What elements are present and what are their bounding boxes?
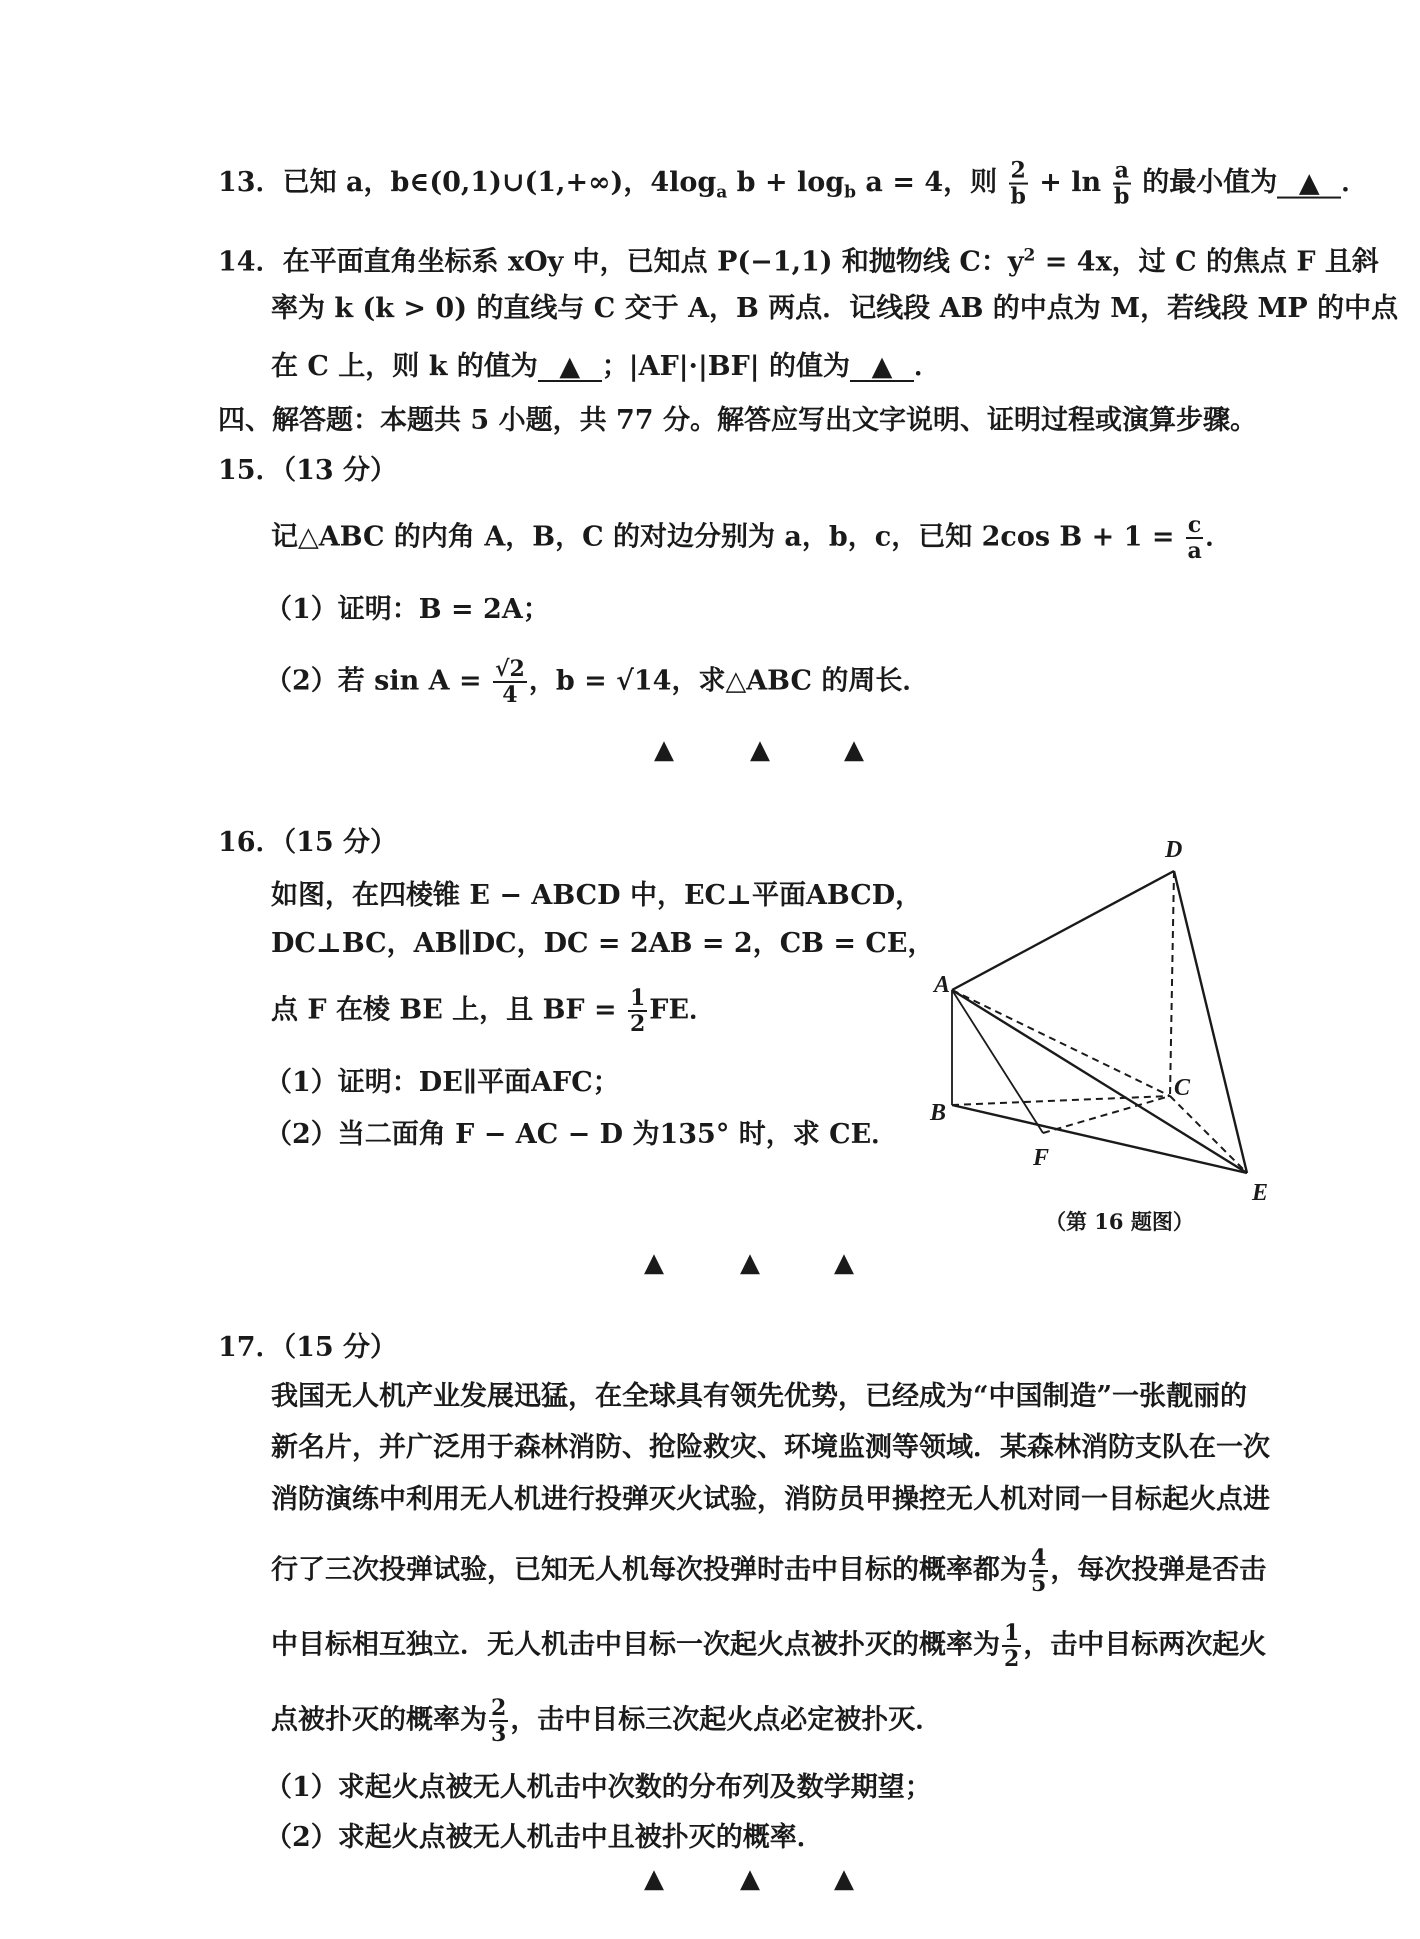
fraction	[1009, 159, 1028, 209]
text-segment: 行了三次投弹试验，已知无人机每次投弹时击中目标的概率都为	[271, 1554, 1027, 1586]
triangle-icon: ▲	[740, 1248, 760, 1278]
text-segment: ．	[914, 351, 941, 382]
text-segment: a = 4，则	[856, 167, 1007, 199]
numerator: 4	[1031, 1545, 1047, 1571]
text-segment: 点 F 在棱 BE 上，且 BF =	[271, 994, 626, 1026]
fraction	[489, 1696, 508, 1746]
answer-blank: ▲	[538, 354, 602, 382]
numerator: √2	[495, 656, 525, 682]
text-segment: （2）若 sin A =	[265, 665, 492, 697]
text-segment: ，击中目标两次起火	[1023, 1629, 1267, 1661]
numerator: 2	[1010, 157, 1026, 184]
text-segment: 14．在平面直角坐标系 xOy 中，已知点 P(−1,1) 和抛物线 C：y	[218, 246, 1024, 278]
denominator: a	[1187, 538, 1202, 564]
triangle-icon: ▲	[834, 1248, 854, 1278]
text-line	[271, 350, 941, 384]
subscript: b	[844, 182, 857, 203]
text-segment: 消防演练中利用无人机进行投弹灭火试验，消防员甲操控无人机对同一目标起火点进	[271, 1484, 1270, 1515]
answer-blank: ▲	[850, 354, 914, 382]
denominator: b	[1114, 183, 1130, 210]
text-line	[218, 1331, 397, 1365]
text-segment: ，b = √14，求△ABC 的周长．	[528, 665, 930, 697]
text-segment: 如图，在四棱锥 E − ABCD 中，EC⊥平面ABCD，	[271, 880, 923, 911]
text-segment: 点被扑灭的概率为	[271, 1704, 487, 1736]
text-segment: 在 C 上，则 k 的值为	[271, 351, 538, 382]
fraction	[1186, 513, 1203, 563]
label-F: F	[1033, 1145, 1050, 1171]
text-segment: DC⊥BC，AB∥DC，DC = 2AB = 2，CB = CE，	[271, 928, 935, 959]
text-segment: 16．（15 分）	[218, 827, 398, 858]
label-E: E	[1252, 1180, 1269, 1206]
text-line	[271, 879, 922, 913]
text-line	[271, 1380, 1247, 1414]
answer-blank: ▲	[1277, 170, 1341, 198]
text-segment: （1）证明：B = 2A；	[265, 594, 550, 625]
text-segment: 记△ABC 的内角 A，B，C 的对边分别为 a，b，c，已知 2cos B + 1 =	[271, 521, 1184, 553]
edge-CE	[1170, 1096, 1247, 1173]
edge-AD	[952, 871, 1174, 990]
triangle-icon: ▲	[750, 735, 770, 765]
fraction	[493, 657, 527, 707]
text-segment: 的最小值为	[1132, 167, 1278, 199]
text-segment: + ln	[1029, 167, 1111, 199]
text-segment: ．	[1205, 521, 1233, 553]
text-line	[218, 826, 397, 860]
denominator: b	[1010, 183, 1026, 210]
text-segment: b + log	[727, 167, 845, 199]
label-A: A	[934, 972, 951, 998]
edge-DC	[1170, 871, 1174, 1096]
text-line	[271, 1696, 942, 1746]
triangle-icon: ▲	[644, 1248, 664, 1278]
fraction	[628, 986, 647, 1036]
text-segment: （2）当二面角 F − AC − D 为135° 时，求 CE．	[265, 1119, 899, 1150]
edge-BE	[952, 1105, 1247, 1173]
text-line	[265, 1821, 824, 1855]
text-segment: ，每次投弹是否击	[1050, 1554, 1267, 1586]
text-line	[265, 593, 550, 627]
text-segment: 新名片，并广泛用于森林消防、抢险救灾、环境监测等领域．某森林消防支队在一次	[271, 1432, 1270, 1463]
fraction	[1113, 159, 1131, 209]
triangle-icon: ▲	[844, 735, 864, 765]
pyramid-figure	[900, 830, 1300, 1210]
text-segment: 我国无人机产业发展迅猛，在全球具有领先优势，已经成为“中国制造”一张靓丽的	[271, 1381, 1248, 1412]
denominator: 2	[629, 1011, 646, 1037]
text-line	[218, 404, 1257, 438]
text-segment: （1）证明：DE∥平面AFC；	[265, 1067, 620, 1098]
text-segment: （1）求起火点被无人机击中次数的分布列及数学期望；	[265, 1772, 932, 1803]
text-line	[265, 1771, 932, 1805]
denominator: 2	[1004, 1646, 1020, 1672]
text-segment: ；|AF|·|BF| 的值为	[601, 351, 850, 382]
text-line	[265, 1118, 898, 1152]
text-line	[265, 657, 929, 707]
text-segment: 四、解答题：本题共 5 小题，共 77 分。解答应写出文字说明、证明过程或演算步骤。	[218, 405, 1257, 436]
label-C: C	[1174, 1075, 1191, 1101]
triangle-icon: ▲	[654, 735, 674, 765]
text-line	[271, 986, 716, 1036]
text-line	[271, 513, 1232, 563]
text-segment: 中目标相互独立．无人机击中目标一次起火点被扑灭的概率为	[271, 1629, 1000, 1661]
text-line	[271, 1431, 1270, 1465]
edge-DE	[1174, 871, 1247, 1173]
text-segment: = 4x，过 C 的焦点 F 且斜	[1035, 246, 1379, 278]
superscript: 2	[1023, 245, 1036, 266]
numerator: c	[1187, 512, 1202, 538]
text-line	[271, 1621, 1266, 1671]
text-line	[218, 239, 1379, 280]
figure-caption: （第 16 题图）	[1045, 1209, 1194, 1234]
triangle-icon: ▲	[834, 1864, 854, 1894]
fraction	[1002, 1621, 1021, 1671]
text-segment: FE．	[649, 994, 717, 1026]
text-line	[218, 159, 1368, 210]
numerator: 1	[1004, 1620, 1020, 1646]
label-D: D	[1165, 837, 1183, 863]
text-line	[271, 292, 1398, 326]
fraction	[1029, 1546, 1048, 1596]
triangle-icon: ▲	[740, 1864, 760, 1894]
numerator: 1	[629, 985, 646, 1011]
text-segment: ，击中目标三次起火点必定被扑灭．	[510, 1704, 943, 1736]
text-segment: 率为 k (k > 0) 的直线与 C 交于 A，B 两点．记线段 AB 的中点为 M，若线段 MP 的中点	[271, 293, 1399, 324]
denominator: 5	[1031, 1571, 1047, 1597]
text-segment: 17．（15 分）	[218, 1332, 398, 1363]
text-line	[265, 1066, 620, 1100]
text-line	[271, 927, 935, 961]
text-line	[271, 1546, 1266, 1596]
numerator: 2	[491, 1695, 507, 1721]
triangle-icon: ▲	[644, 1864, 664, 1894]
edge-AE	[952, 990, 1247, 1173]
text-segment: （2）求起火点被无人机击中且被扑灭的概率．	[265, 1822, 824, 1853]
text-segment: 15．（13 分）	[218, 455, 398, 486]
text-line	[271, 1483, 1270, 1517]
subscript: a	[716, 182, 728, 203]
label-B: B	[930, 1100, 947, 1126]
text-line	[218, 454, 397, 488]
denominator: 4	[502, 682, 518, 708]
denominator: 3	[491, 1721, 507, 1747]
text-segment: 13．已知 a，b∈(0,1)∪(1,+∞)，4log	[218, 167, 717, 199]
numerator: a	[1114, 157, 1129, 184]
text-segment: ．	[1341, 167, 1369, 199]
